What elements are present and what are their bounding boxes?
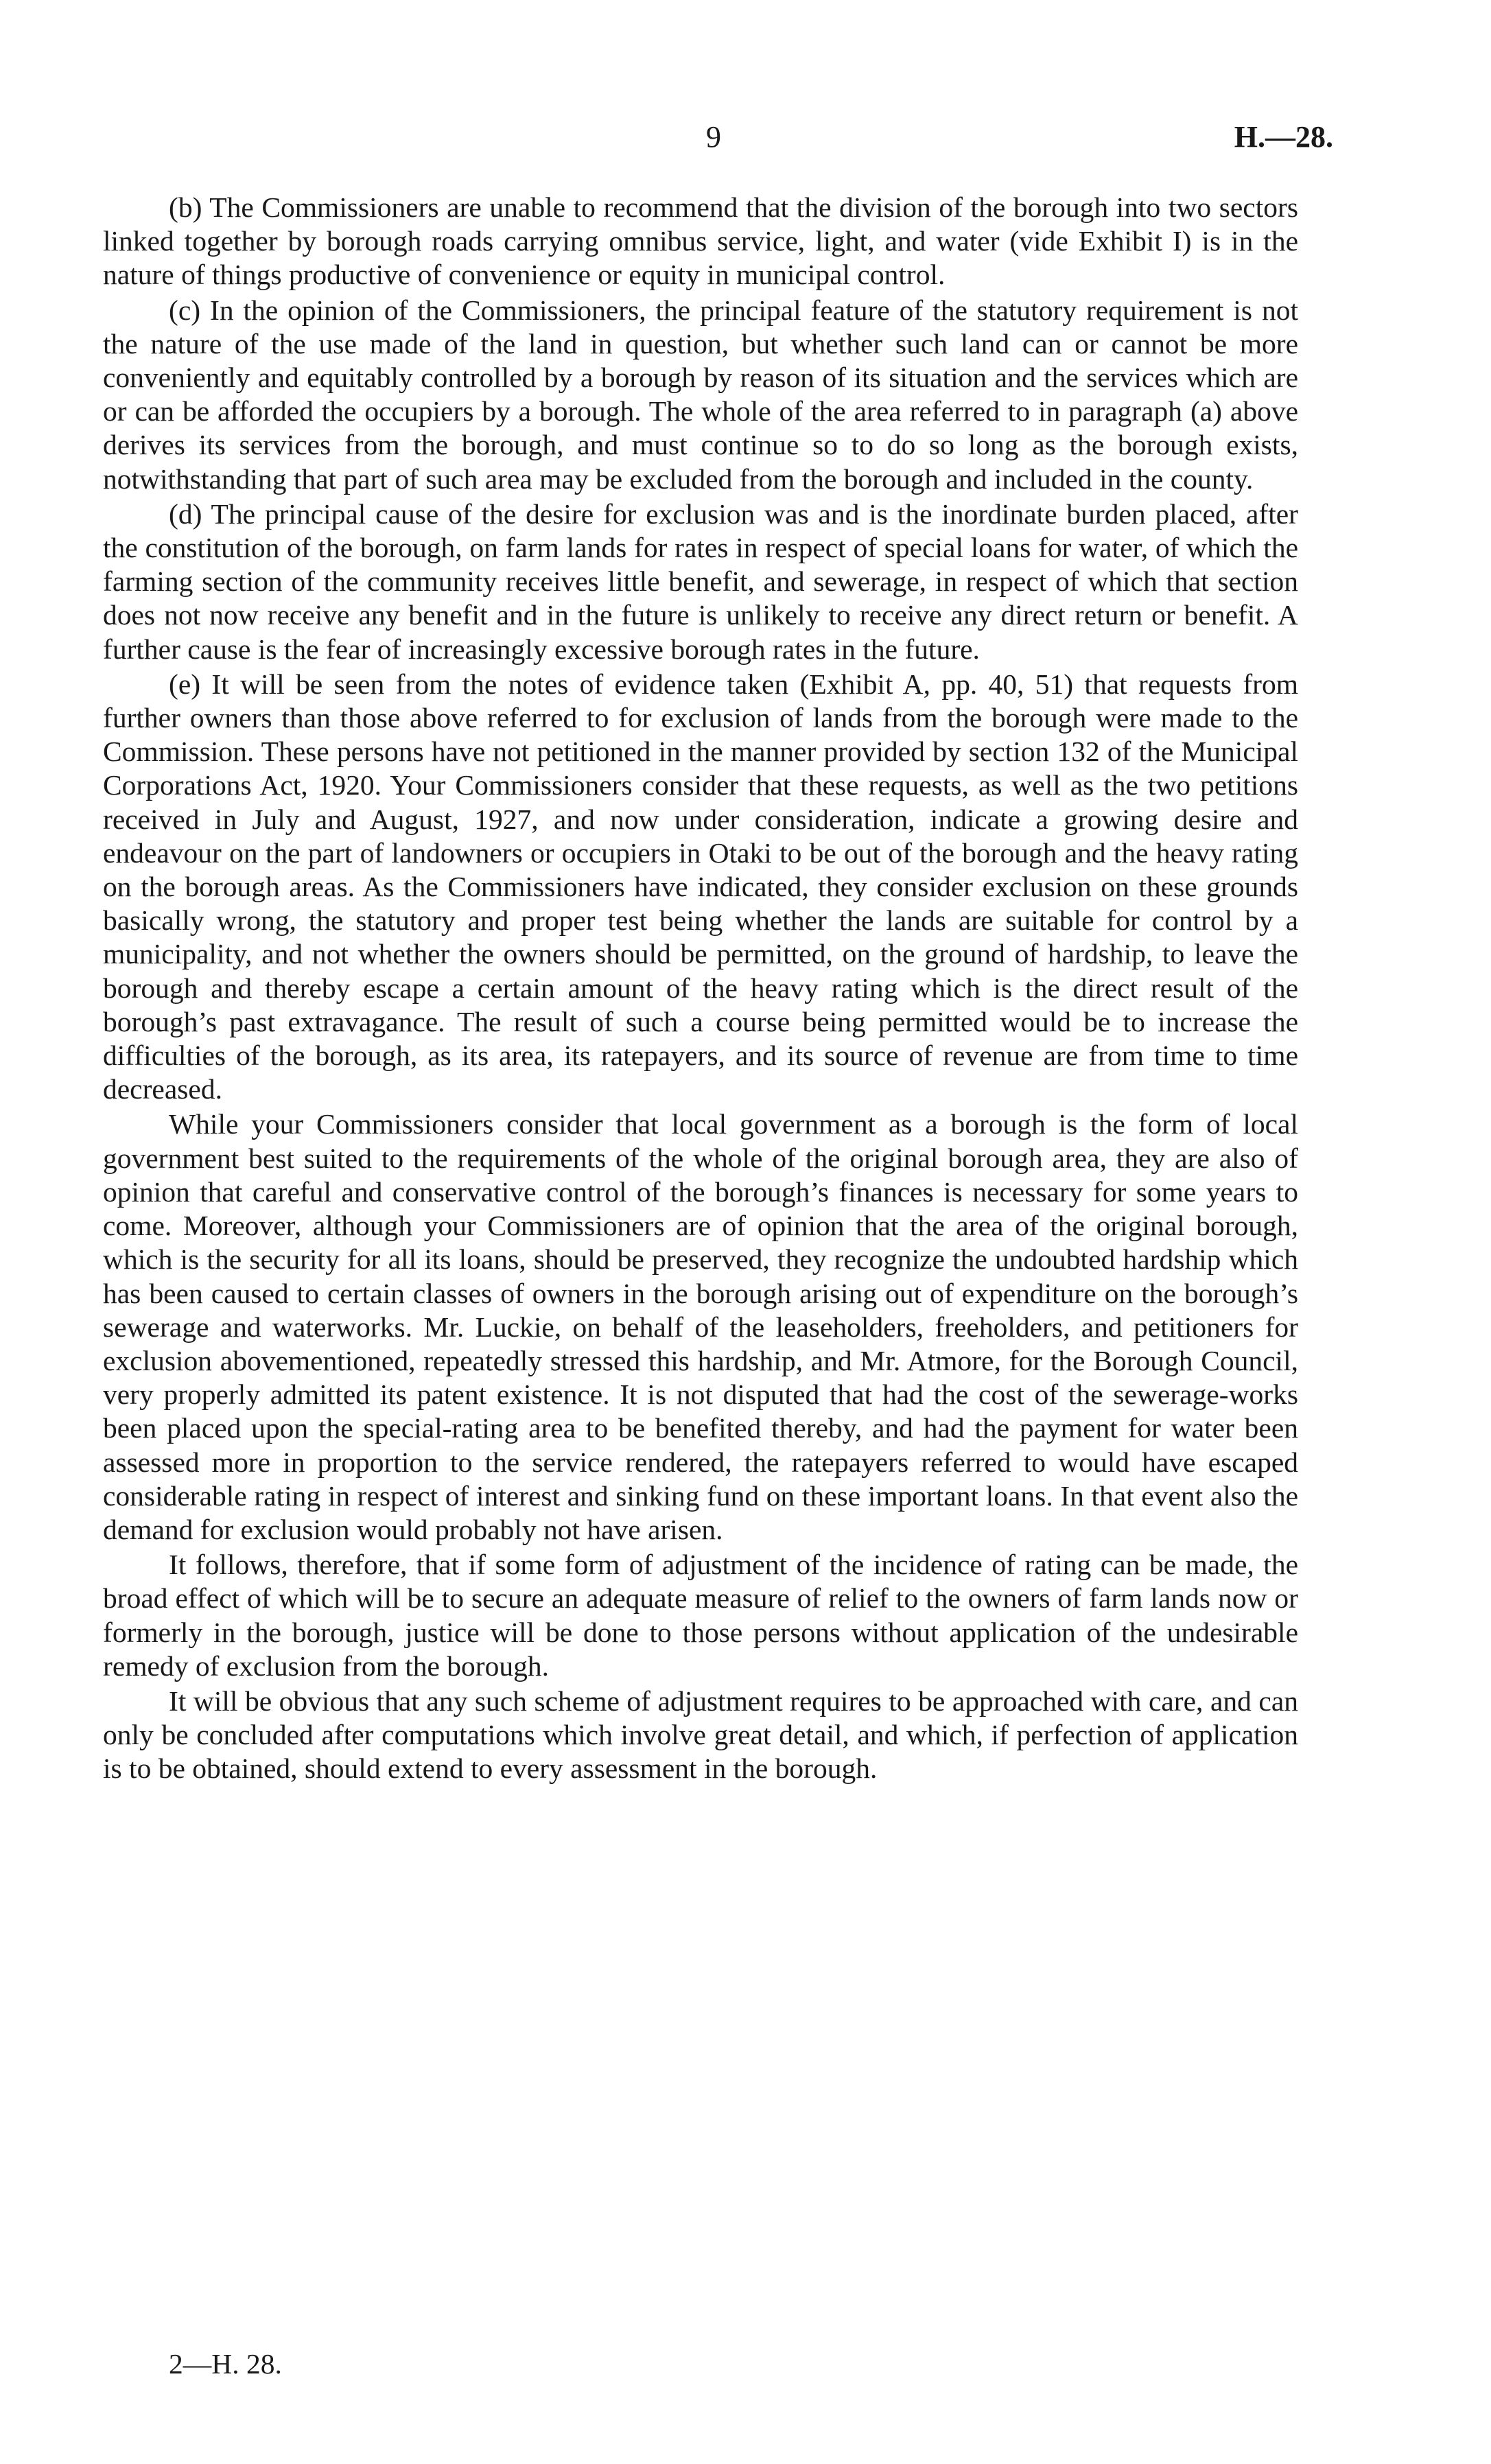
- paragraph-e: [103, 668, 1298, 1107]
- paragraph-text: It follows, therefore, that if some form of adjustment of the incidence of rating can be made, the broad effect of which will be to secure an adequate measure of relief to the owners of farm lands now or formerly in the borough, justice will be done to those persons without application of the undesirable remedy of exclusion from the borough.: [103, 1549, 1298, 1682]
- paragraph-text: It will be obvious that any such scheme of adjustment requires to be approached with care, and can only be concluded after computations which involve great detail, and which, if perfection of application is to be obtained, should extend to every assessment in the borough.: [103, 1685, 1298, 1785]
- footer-signature: 2—H. 28.: [169, 2348, 282, 2380]
- page-number: 9: [706, 120, 721, 154]
- paragraph-text: The principal cause of the desire for exclusion was and is the inordinate burden placed, after the constitution of the borough, on farm lands for rates in respect of special loans for water, of which the farming section of the community receives little benefit, and sewerage, in respect of which that section does not now receive any benefit and in the future is unlikely to receive any direct return or benefit. A further cause is the fear of increasingly excessive borough rates in the future.: [103, 497, 1298, 665]
- paragraph-text: It will be seen from the notes of evidence taken (Exhibit A, pp. 40, 51) that requests from further owners than those above referred to for exclusion of lands from the borough were made to the Commission. These persons have not petitioned in the manner provided by section 132 of the Municipal Corporations Act, 1920. Your Commissioners consider that these requests, as well as the two petitions received in July and August, 1927, and now under consideration, indicate a growing desire and endeavour on the part of landowners or occupiers in Otaki to be out of the borough and the heavy rating on the borough areas. As the Commissioners have indicated, they consider exclusion on these grounds basically wrong, the statutory and proper test being whether the lands are suitable for control by a municipality, and not whether the owners should be permitted, on the ground of hardship, to leave the borough and thereby escape a certain amount of the heavy rating which is the direct result of the borough’s past extravagance. The result of such a course being permitted would be to increase the difficulties of the borough, as its area, its ratepayers, and its source of revenue are from time to time decreased.: [103, 668, 1299, 1105]
- paragraph-label: (e): [169, 668, 201, 700]
- paragraph-d: [103, 497, 1298, 666]
- paragraph-c: [103, 294, 1298, 496]
- paragraph-label: (c): [169, 294, 201, 326]
- paragraph-adjustment: [103, 1548, 1298, 1683]
- paragraph-text: The Commissioners are unable to recommend that the division of the borough into two sectors linked together by borough roads carrying omnibus service, light, and water (vide Exhibit I) is in the nature of things productive of convenience or equity in municipal control.: [103, 191, 1298, 291]
- paragraph-b: [103, 191, 1298, 292]
- body-text: [103, 191, 1298, 1787]
- paragraph-scheme: [103, 1685, 1298, 1786]
- paragraph-label: (b): [169, 191, 202, 223]
- paragraph-label: (d): [169, 497, 202, 530]
- paragraph-text: While your Commissioners consider that local government as a borough is the form of local government best suited to the requirements of the whole of the original borough area, they are also of opinion that careful and conservative control of the borough’s finances is necessary for some years to come. Moreover, although your Commissioners are of opinion that the area of the original borough, which is the security for all its loans, should be preserved, they recognize the undoubted hardship which has been caused to certain classes of owners in the borough arising out of expenditure on the borough’s sewerage and waterworks. Mr. Luckie, on behalf of the leaseholders, freeholders, and petitioners for exclusion abovementioned, repeatedly stressed this hardship, and Mr. Atmore, for the Borough Council, very properly admitted its patent existence. It is not disputed that had the cost of the sewerage-works been placed upon the special-rating area to be benefited thereby, and had the payment for water been assessed more in proportion to the service rendered, the ratepayers referred to would have escaped considerable rating in respect of interest and sinking fund on these important loans. In that event also the demand for exclusion would probably not have arisen.: [103, 1108, 1298, 1545]
- document-reference: H.—28.: [1234, 120, 1333, 154]
- paragraph-text: In the opinion of the Commissioners, the principal feature of the statutory requirement is not the nature of the use made of the land in question, but whether such land can or cannot be more conveniently and equitably controlled by a borough by reason of its situation and the services which are or can be afforded the occupiers by a borough. The whole of the area referred to in paragraph (a) above derives its services from the borough, and must continue so to do so long as the borough exists, notwithstanding that part of such area may be excluded from the borough and included in the county.: [103, 294, 1299, 495]
- paragraph-local-government: [103, 1107, 1298, 1547]
